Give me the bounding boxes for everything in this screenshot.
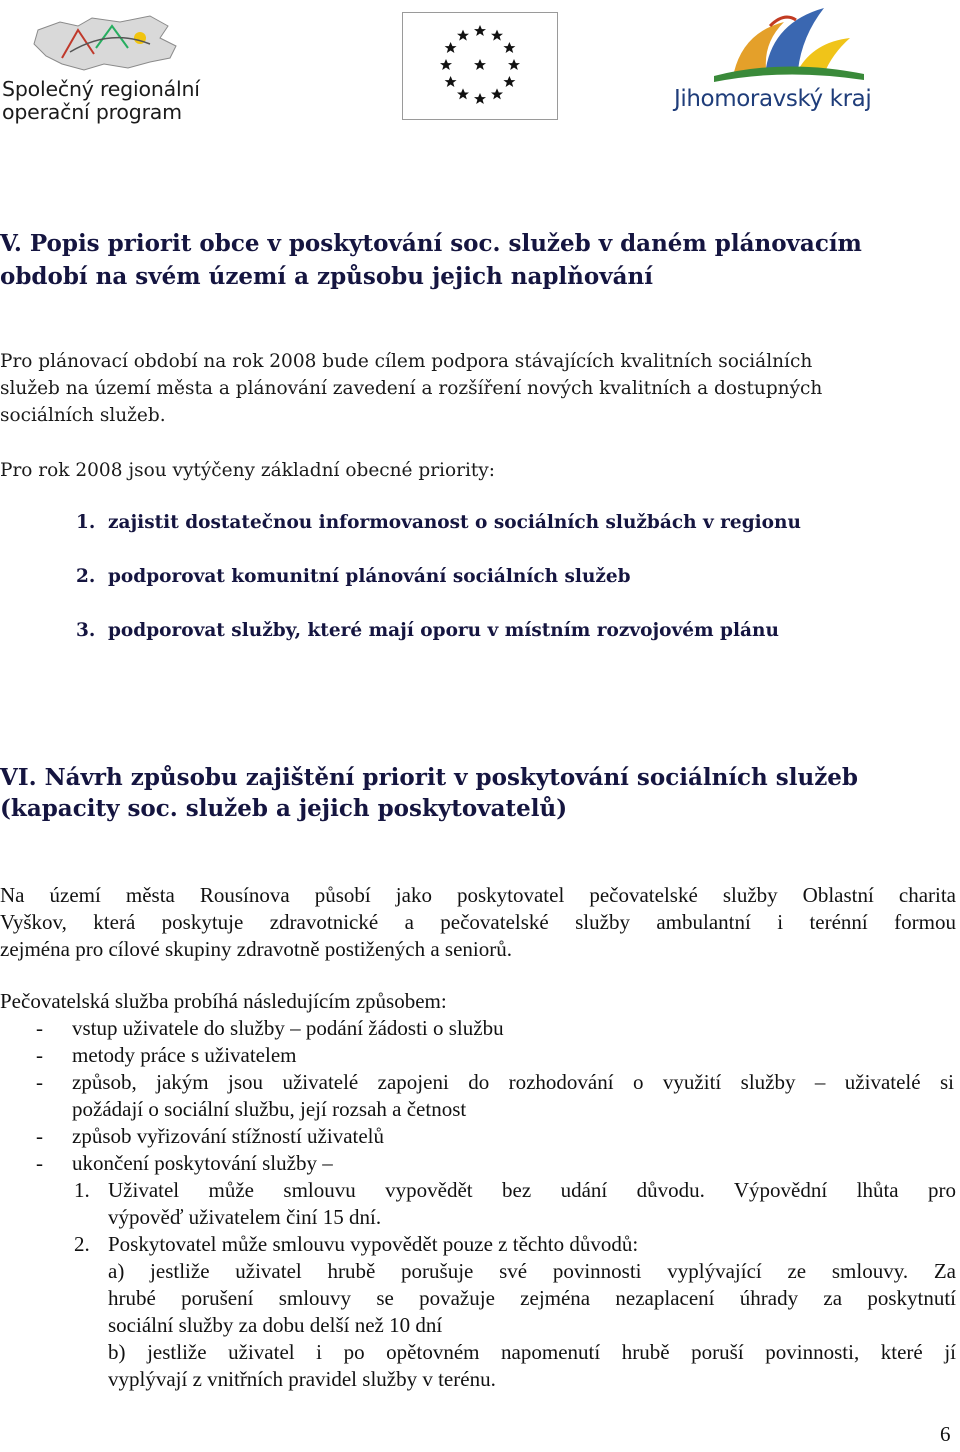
list-dash: -	[36, 1151, 43, 1175]
service-intro: Pečovatelská služba probíhá následujícím způsobem:	[0, 989, 447, 1013]
priority-item	[0, 617, 779, 644]
list-item-text: způsob vyřizování stížností uživatelů	[72, 1124, 385, 1148]
priority-item	[0, 563, 631, 590]
section-6-title-line-1: VI. Návrh způsobu zajištění priorit v poskytování sociálních služeb	[0, 764, 858, 791]
sub-item-a: sociální služby za dobu delší než 10 dní	[108, 1313, 443, 1337]
sub-item-number: 1.	[74, 1178, 90, 1202]
eu-flag-logo	[402, 12, 558, 120]
list-item-text: vstup uživatele do služby – podání žádosti o službu	[72, 1016, 504, 1040]
priority-text: zajistit dostatečnou informovanost o sociálních službách v regionu	[108, 512, 801, 533]
section-5-title	[0, 227, 960, 293]
sub-item-b: b) jestliže uživatel i po opětovném napomenutí hrubě poruší povinnosti, které jí	[108, 1340, 956, 1364]
sub-item-number: 2.	[74, 1232, 90, 1256]
section-6-title-line-2: (kapacity soc. služeb a jejich poskytovatelů)	[0, 795, 568, 822]
jmk-text: Jihomoravský kraj	[674, 86, 872, 112]
srop-line-2: operační program	[2, 100, 182, 124]
srop-line-1: Společný regionální	[2, 77, 200, 101]
paragraph-line: služeb na území města a plánování zavedení a rozšíření nových kvalitních a dostupných	[0, 378, 823, 399]
sub-item-text: výpověď uživatelem činí 15 dní.	[108, 1205, 382, 1229]
paragraph-line: Na území města Rousínova působí jako poskytovatel pečovatelské služby Oblastní charita	[0, 883, 956, 907]
list-dash: -	[36, 1124, 43, 1148]
priority-item	[0, 509, 801, 536]
sub-item-a: a) jestliže uživatel hrubě porušuje své povinnosti vyplývající ze smlouvy. Za	[108, 1259, 956, 1283]
priorities-intro: Pro rok 2008 jsou vytýčeny základní obecné priority:	[0, 460, 495, 481]
section-5-paragraph	[0, 348, 956, 429]
list-item-continuation: požádají o sociální službu, její rozsah a četnost	[72, 1097, 467, 1121]
list-dash: -	[36, 1043, 43, 1067]
section-5-title-line-2: období na svém území a způsobu jejich naplňování	[0, 263, 653, 290]
paragraph-line: sociálních služeb.	[0, 405, 166, 426]
list-item-text: metody práce s uživatelem	[72, 1043, 297, 1067]
sub-item-a: hrubé porušení smlouvy se považuje zejména nezaplacení úhrady za poskytnutí	[108, 1286, 956, 1310]
page-number: 6	[940, 1422, 951, 1446]
paragraph-line: Vyškov, která poskytuje zdravotnické a pečovatelské služby ambulantní i terénní formou	[0, 910, 956, 934]
sub-item-b: vyplývají z vnitřních pravidel služby v terénu.	[108, 1367, 496, 1391]
paragraph-line: zejména pro cílové skupiny zdravotně postižených a seniorů.	[0, 937, 512, 961]
priority-text: podporovat služby, které mají oporu v místním rozvojovém plánu	[108, 620, 779, 641]
eu-stars-icon	[403, 13, 557, 119]
list-item-text: ukončení poskytování služby –	[72, 1151, 333, 1175]
czech-map-icon	[0, 8, 215, 78]
section-5-title-line-1: V. Popis priorit obce v poskytování soc. služeb v daném plánovacím	[0, 230, 862, 257]
priority-text: podporovat komunitní plánování sociálních služeb	[108, 566, 631, 587]
priority-number: 3.	[76, 620, 96, 641]
jmk-emblem-icon	[674, 2, 890, 86]
jmk-logo	[674, 2, 890, 122]
priority-number: 1.	[76, 512, 96, 533]
srop-logo	[0, 8, 215, 126]
sub-item-text: Uživatel může smlouvu vypovědět bez udání důvodu. Výpovědní lhůta pro	[108, 1178, 956, 1202]
list-item-text: způsob, jakým jsou uživatelé zapojeni do rozhodování o využití služby – uživatelé si	[72, 1070, 954, 1094]
priority-number: 2.	[76, 566, 96, 587]
sub-item-text: Poskytovatel může smlouvu vypovědět pouze z těchto důvodů:	[108, 1232, 639, 1256]
list-dash: -	[36, 1016, 43, 1040]
paragraph-line: Pro plánovací období na rok 2008 bude cílem podpora stávajících kvalitních sociálních	[0, 351, 813, 372]
header-logos	[0, 0, 960, 140]
list-dash: -	[36, 1070, 43, 1094]
section-6-title	[0, 762, 960, 824]
